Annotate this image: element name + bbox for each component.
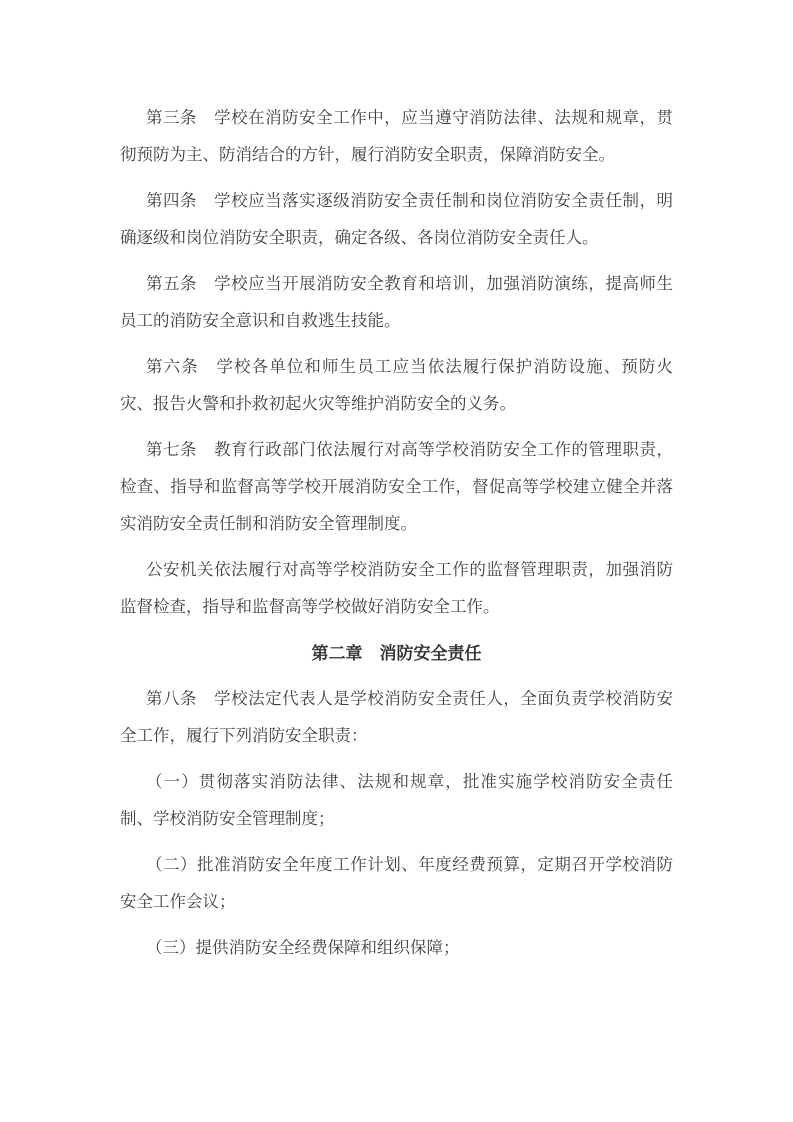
body-paragraph-article-8: 第八条 学校法定代表人是学校消防安全责任人，全面负责学校消防安全工作，履行下列消防安全职责： xyxy=(120,690,673,745)
body-paragraph-public-security: 公安机关依法履行对高等学校消防安全工作的监督管理职责，加强消防监督检查，指导和监督高等学校做好消防安全工作。 xyxy=(120,561,673,616)
body-paragraph-item-2: （二）批准消防安全年度工作计划、年度经费预算，定期召开学校消防安全工作会议； xyxy=(120,856,673,911)
chapter-heading: 第二章 消防安全责任 xyxy=(311,644,482,663)
body-paragraph-item-3: （三）提供消防安全经费保障和组织保障； xyxy=(146,939,460,957)
body-paragraph-article-6: 第六条 学校各单位和师生员工应当依法履行保护消防设施、预防火灾、报告火警和扑救初起火灾等维护消防安全的义务。 xyxy=(120,358,673,413)
body-paragraph-article-7: 第七条 教育行政部门依法履行对高等学校消防安全工作的管理职责，检查、指导和监督高等学校开展消防安全工作，督促高等学校建立健全并落实消防安全责任制和消防安全管理制度。 xyxy=(120,441,673,533)
body-paragraph-item-1: （一）贯彻落实消防法律、法规和规章，批准实施学校消防安全责任制、学校消防安全管理制度； xyxy=(120,773,673,828)
body-paragraph-article-4: 第四条 学校应当落实逐级消防安全责任制和岗位消防安全责任制，明确逐级和岗位消防安全职责，确定各级、各岗位消防安全责任人。 xyxy=(120,192,673,247)
body-paragraph-article-3: 第三条 学校在消防安全工作中，应当遵守消防法律、法规和规章，贯彻预防为主、防消结合的方针，履行消防安全职责，保障消防安全。 xyxy=(120,109,673,164)
document-content xyxy=(120,100,673,976)
body-paragraph-article-5: 第五条 学校应当开展消防安全教育和培训，加强消防演练，提高师生员工的消防安全意识和自救逃生技能。 xyxy=(120,275,673,330)
